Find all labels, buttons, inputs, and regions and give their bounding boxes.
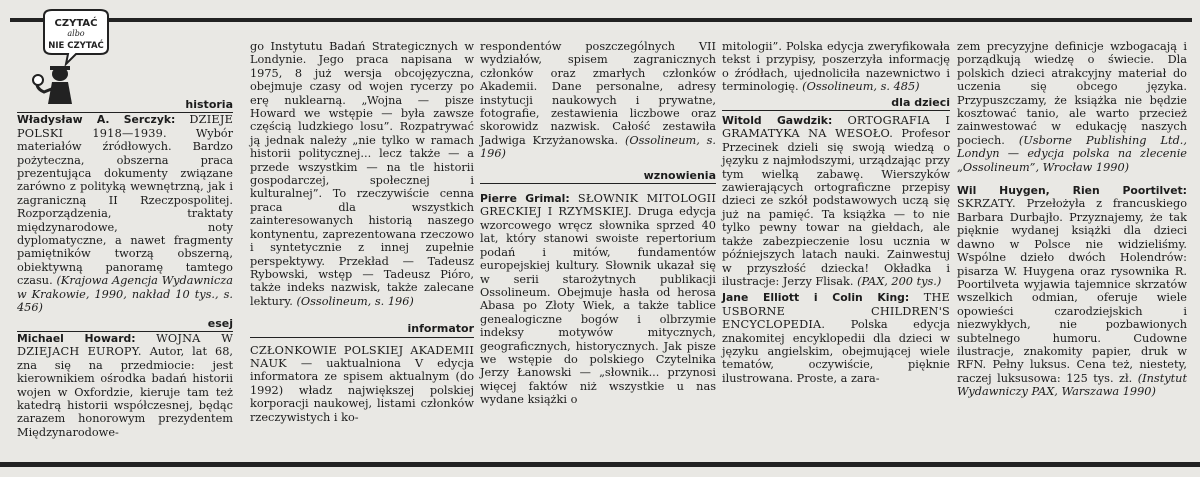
review-usborne-cont — [957, 40, 1187, 174]
review-text: Przełożyła z francuskiego Barbara Durbajło. Przyznajemy, że tak pięknie wydanej książki dla dzieci dawno w Polsce nie widzieliśmy. Wspólne dzieło dwóch Holendrów: pisarza W. Huygena oraz rysownika R. Poortilveta wyjawia tajemnice skrzatów wszelkich odmian, oferuje wiele opowieści czarodziejskich i niezwykłych, nie pozbawionych subtelnego humoru. Cudowne ilustracje, znakomity papier, druk w RFN. Pełny luksus. Cena też, niestety, raczej luksusowa: 125 tys. zł. — [957, 197, 1188, 385]
review-text: mitologii”. Polska edycja zweryfikowała tekst i przypisy, poszerzyła informację o źródłach, ujednoliciła nazewnictwo i terminologię. — [722, 40, 950, 94]
review-text: respondentów poszczególnych VII wydziałów, spisem zagranicznych członków oraz zmarłych członków Akademii. Dane personalne, adresy instytucji naukowych i prywatne, fotografie, zestawienia liczbowe oraz skorowidz nazwisk. Całość zestawiła Jadwiga Krzyżanowska. — [480, 40, 716, 147]
section-heading-esej: esej — [17, 317, 233, 332]
review-text: zem precyzyjne definicje wzbogacają i porządkują wiedzę o świecie. Dla polskich dzieci atrakcyjny materiał do uczenia się obcego języka. Przypuszczamy, że książka nie będzie kosztować tanio, ale warto przecież zainwestować w edukację naszych pociech. — [957, 40, 1187, 147]
review-text: Druga edycja wzorcowego wręcz słownika sprzed 40 lat, który stanowi swoiste repertorium podań i mitów, fundamentów europejskiej kultury. Słownik ukazał się w serii starożytnych publikacji Ossolineum. Obejmuje hasła od herosa Abasa po Złoty Wiek, a także tablice genealogiczne bogów i olbrzymie indeksy motywów mitycznych, geograficznych, historycznych. Jak pisze we wstępie do polskiego Czytelnika Jerzy Łanowski — „słownik... przynosi więcej faktów niż wszystkie u nas wydane książki o — [480, 205, 717, 407]
author-name: Witold Gawdzik: — [722, 114, 833, 128]
review-usborne — [722, 291, 950, 385]
review-text: Autor, lat 68, zna się na przedmiocie: jest kierownikiem ośrodka badań historii wojen w Oxfordzie, kieruje tam też katedrą historii współczesnej, będąc zarazem honorowym prezydentem Międzynarodowe- — [17, 345, 234, 439]
column-2 — [250, 40, 474, 424]
section-heading-informator: informator — [250, 322, 474, 337]
book-title: ORTOGRAFIA I GRAMATYKA NA WESOŁO. — [722, 114, 951, 141]
book-title: SKRZATY. — [957, 197, 1016, 211]
publisher-info: (Ossolineum, s. 196) — [480, 133, 717, 161]
author-name: Wil Huygen, Rien Poortilvet: — [957, 184, 1187, 198]
review-pan-members — [250, 344, 474, 424]
author-name: Władysław A. Serczyk: — [17, 113, 176, 127]
review-gawdzik — [722, 114, 950, 288]
column-logo — [14, 8, 144, 104]
review-howard-cont — [250, 40, 474, 308]
column-3 — [480, 40, 716, 407]
logo-line-3: NIE CZYTAĆ — [48, 41, 104, 51]
review-text: — uaktualniona V edycja informatora ze spisem aktualnym (do 1992) władz największej polskiej korporacji naukowej, listami członków rzeczywistych i ko- — [250, 356, 475, 424]
logo-line-2: albo — [67, 29, 85, 38]
publisher-info: (PAX, 200 tys.) — [857, 274, 942, 288]
review-grimal-cont — [722, 40, 950, 94]
review-text: Profesor Przecinek dzieli się swoją wiedzą o języku z najmłodszymi, urządzając przy tym wielką zabawę. Wierszyków zawierających ortograficzne przepisy dzieci ze szkół podstawowych uczą się już na pamięć. Ta książka — to nie tylko pewny towar na giełdach, ale także zabezpieczenie losu ucznia w późniejszych latach nauki. Zainwestuj w przyszłość dziecka! Okładka i ilustracje: Jerzy Flisak. — [722, 127, 950, 288]
review-serczyk — [17, 113, 233, 314]
column-1 — [17, 96, 233, 439]
review-text: Wybór materiałów źródłowych. Bardzo pożyteczna, obszerna praca prezentująca dokumenty związane zarówno z polityką wewnętrzną, jak i zagraniczną II Rzeczpospolitej. Rozporządzenia, traktaty międzynarodowe, noty dyplomatyczne, a nawet fragmenty pamiętników tworzą obszerną, obiektywną panoramę tamtego czasu. — [17, 126, 234, 288]
section-heading-historia: historia — [17, 98, 233, 113]
book-title: SŁOWNIK MITOLOGII GRECKIEJ I RZYMSKIEJ. — [480, 192, 716, 219]
book-title: CZŁONKOWIE POLSKIEJ AKADEMII NAUK — [250, 343, 474, 370]
book-title: WOJNA W DZIEJACH EUROPY. — [17, 331, 233, 359]
publisher-info: (Instytut Wydawniczy PAX, Warszawa 1990) — [957, 371, 1187, 399]
column-5 — [957, 40, 1187, 399]
author-name: Jane Elliott i Colin King: — [722, 291, 910, 305]
review-pan-cont — [480, 40, 716, 161]
review-huygen — [957, 184, 1187, 399]
publisher-info: (Ossolineum, s. 196) — [296, 294, 414, 308]
review-grimal — [480, 192, 716, 407]
logo-line-1: CZYTAĆ — [54, 18, 98, 29]
book-title: DZIEJE POLSKI 1918—1939. — [17, 113, 234, 140]
bottom-rule — [0, 462, 1200, 467]
author-name: Michael Howard: — [17, 331, 136, 345]
book-title: THE USBORNE CHILDREN'S ENCYCLOPEDIA. — [722, 291, 950, 332]
review-howard — [17, 332, 233, 439]
publisher-info: (Krajowa Agencja Wydawnicza w Krakowie, 1990, nakład 10 tys., s. 456) — [17, 274, 233, 315]
publisher-info: (Ossolineum, s. 485) — [802, 80, 920, 94]
section-heading-dla-dzieci: dla dzieci — [722, 96, 950, 111]
publisher-info: (Usborne Publishing Ltd., Londyn — edycja polska na zlecenie „Ossolineum”, Wrocław 1990) — [957, 133, 1187, 174]
section-heading-wznowienia: wznowienia — [480, 169, 716, 184]
top-rule — [10, 18, 1192, 22]
review-text: go Instytutu Badań Strategicznych w Londynie. Jego praca napisana w 1975, 8 już wersja obcojęzyczna, obejmuje czasy od wojen rycerzy po erę nuklearną. „Wojna — pisze Howard we wstępie — była zawsze częścią ludzkiego losu”. Rozpatrywać ją jednak należy „nie tylko w ramach historii politycznej... lecz także — a przede wszystkim — na tle historii gospodarczej, społecznej i kulturalnej”. To rzeczywiście cenna praca dla wszystkich zainteresowanych historią naszego kontynentu, zaprezentowana rzeczowo i syntetycznie z innej zupełnie perspektywy. Przekład — Tadeusz Rybowski, wstęp — Tadeusz Pióro, także indeks nazwisk, także zalecane lektury. — [250, 40, 474, 308]
review-text: Polska edycja znakomitej encyklopedii dla dzieci w języku angielskim, obejmującej wiele tematów, oczywiście, pięknie ilustrowana. Proste, a zara- — [722, 318, 950, 385]
column-4 — [722, 40, 950, 385]
author-name: Pierre Grimal: — [480, 192, 570, 206]
